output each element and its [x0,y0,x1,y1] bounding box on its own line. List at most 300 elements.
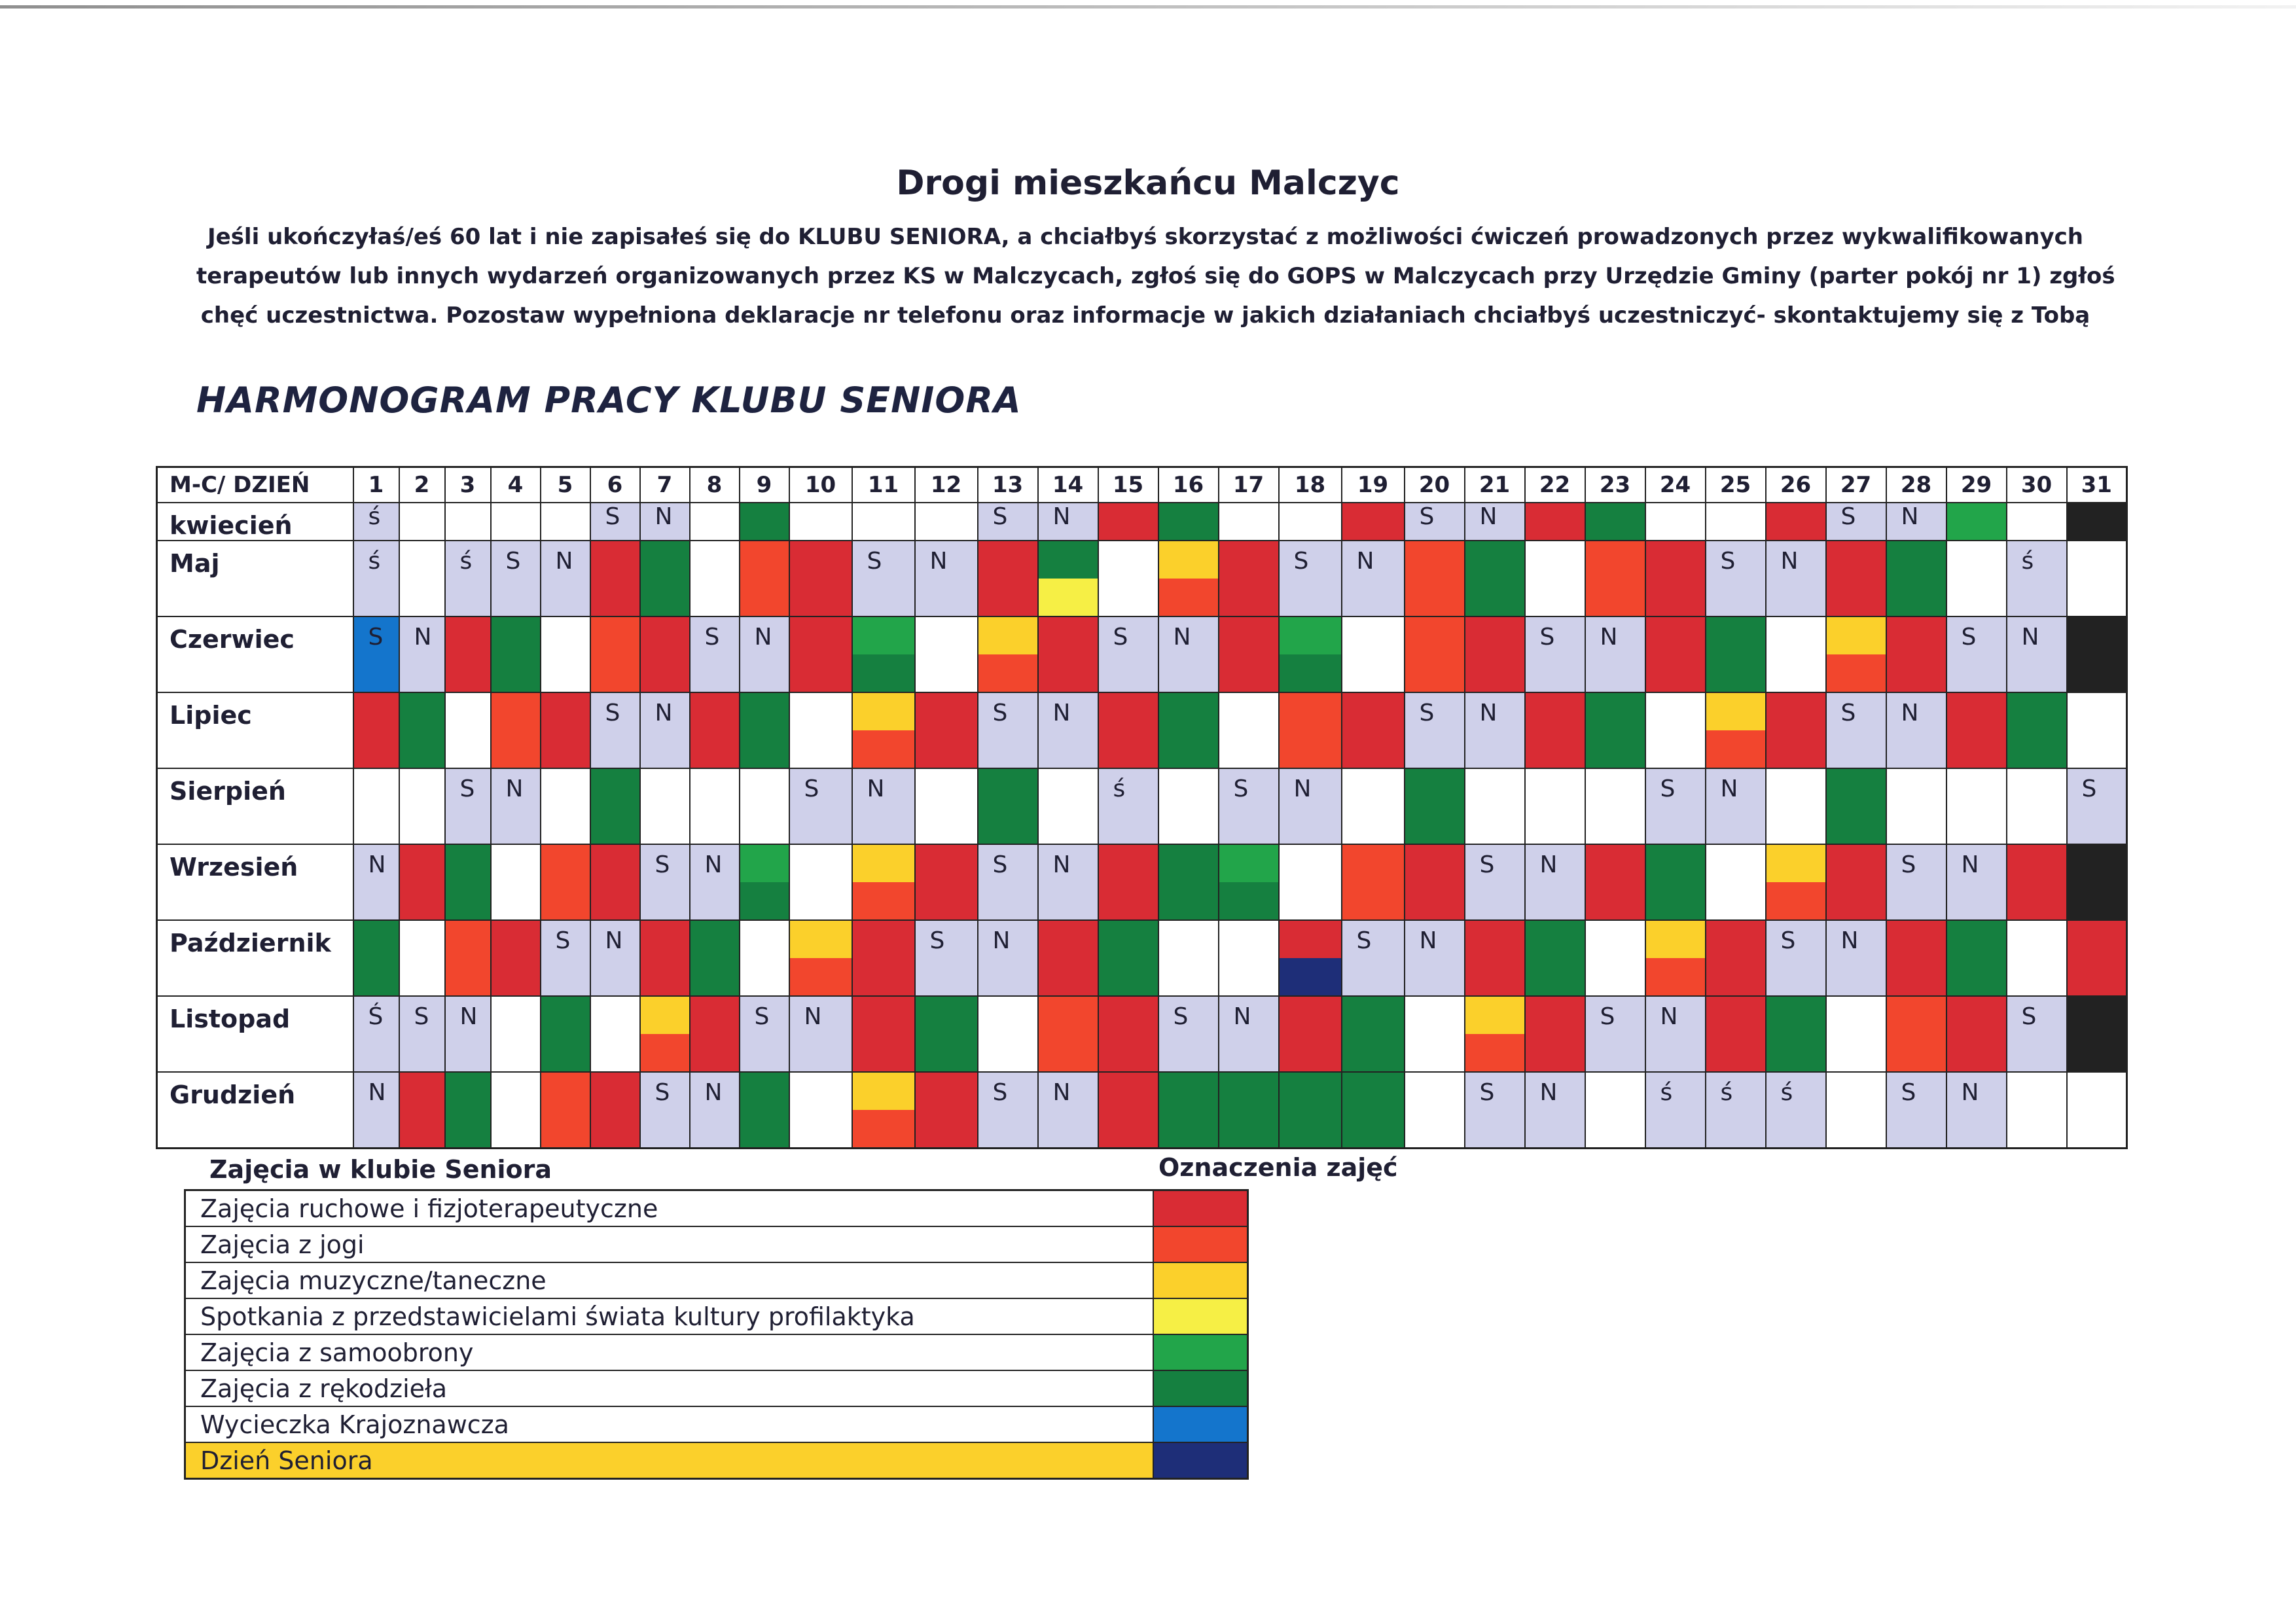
cell-mark [1646,845,1705,851]
day-cell [541,541,590,616]
day-cell [1158,920,1219,996]
day-cell [353,768,399,844]
cell-mark [916,997,977,1003]
cell-color [1827,769,1886,844]
month-label: Wrzesień [157,844,353,920]
day-cell [590,1072,640,1148]
cell-mark [1827,845,1886,851]
day-cell [1405,844,1465,920]
day-cell [1585,996,1645,1072]
cell-mark [541,693,590,700]
day-cell [1585,616,1645,692]
day-cell [1946,503,2007,541]
day-cell [445,503,491,541]
cell-color [354,693,399,768]
day-cell [1219,996,1279,1072]
day-cell [399,844,445,920]
cell-mark [1159,845,1218,851]
legend-swatch [1153,1262,1248,1298]
day-cell [1706,503,1766,541]
day-cell [1826,920,1886,996]
cell-mark: N [555,548,573,575]
cell-mark [541,997,590,1003]
day-cell [1645,503,1706,541]
cell-color [916,1073,977,1147]
cell-color [2068,503,2126,540]
day-cell [1342,616,1405,692]
cell-mark [740,541,789,548]
day-header: 21 [1465,467,1525,503]
day-cell [1766,692,1826,768]
legend-label: Zajęcia z samoobrony [185,1334,1154,1370]
cell-mark: S [1419,503,1435,530]
day-cell [1525,692,1585,768]
day-cell [852,503,915,541]
cell-mark: S [1356,927,1372,954]
cell-mark: N [1356,548,1374,575]
day-cell [1342,768,1405,844]
day-cell [399,692,445,768]
day-cell [789,541,852,616]
day-header: 2 [399,467,445,503]
cell-mark [978,769,1037,776]
cell-mark [1099,997,1158,1003]
day-cell [852,616,915,692]
cell-mark [1039,921,1098,927]
cell-color [1219,503,1278,540]
cell-mark [740,1073,789,1079]
cell-color [1039,921,1098,995]
day-cell [353,1072,399,1148]
day-cell [1405,996,1465,1072]
day-header: 28 [1886,467,1946,503]
corner-label: M-C/ DZIEŃ [157,467,353,503]
day-cell [740,920,789,996]
month-label: kwiecień [157,503,353,541]
cell-mark: S [368,624,384,651]
cell-mark: S [1113,624,1128,651]
cell-mark [1405,1073,1464,1079]
day-cell [740,844,789,920]
day-cell [1342,920,1405,996]
day-header: 3 [445,467,491,503]
day-cell [1946,692,2007,768]
day-cell [2067,616,2127,692]
cell-color [916,617,977,692]
day-cell [690,503,740,541]
day-cell [399,503,445,541]
cell-mark [1219,693,1278,700]
day-cell [1158,768,1219,844]
day-cell [1706,616,1766,692]
day-cell [978,844,1038,920]
day-cell [789,503,852,541]
cell-color [1219,845,1278,919]
day-cell [590,844,640,920]
cell-mark [1342,769,1404,776]
cell-mark [1526,693,1585,700]
day-cell [1946,1072,2007,1148]
day-cell [1405,616,1465,692]
day-cell [1038,1072,1098,1148]
cell-color [1342,617,1404,692]
day-cell [1645,920,1706,996]
cell-mark [2068,997,2126,1003]
cell-mark [853,693,914,700]
cell-color [492,693,540,768]
day-cell [1525,844,1585,920]
cell-color [790,1073,852,1147]
cell-mark [446,1073,490,1079]
day-cell [1585,844,1645,920]
legend-label: Dzień Seniora [185,1442,1154,1479]
legend-label: Spotkania z przedstawicielami świata kultury profilaktyka [185,1298,1154,1334]
cell-mark: N [804,1003,822,1030]
cell-color [790,617,852,692]
cell-color [853,617,914,692]
cell-mark: N [1961,851,1979,878]
legend-swatch [1153,1370,1248,1406]
legend-row [185,1226,1248,1262]
day-cell [491,844,541,920]
cell-mark: N [1479,503,1498,530]
cell-color [2007,921,2066,995]
day-cell [1342,692,1405,768]
day-cell [445,844,491,920]
cell-mark: N [1901,700,1919,726]
day-cell [978,692,1038,768]
cell-mark [1767,617,1825,624]
cell-color [1887,921,1946,995]
day-cell [740,692,789,768]
cell-color [853,845,914,919]
day-cell [353,920,399,996]
cell-mark: S [1479,1079,1495,1106]
day-cell [1219,503,1279,541]
cell-mark [1342,997,1404,1003]
cell-color [790,845,852,919]
cell-mark [1947,997,2006,1003]
cell-mark: ś [368,503,381,530]
cell-color [1465,617,1524,692]
cell-mark [1586,769,1645,776]
month-row [157,616,2127,692]
legend-table [184,1189,1249,1480]
cell-color [2068,693,2126,768]
cell-mark [1405,845,1464,851]
legend-row [185,1442,1248,1479]
day-cell [2067,996,2127,1072]
legend-row [185,1334,1248,1370]
cell-color [1887,769,1946,844]
cell-mark [1767,769,1825,776]
day-cell [590,541,640,616]
day-cell [590,616,640,692]
day-cell [1038,692,1098,768]
cell-mark [2007,769,2066,776]
day-cell [978,996,1038,1072]
day-cell [1525,503,1585,541]
day-cell [1525,541,1585,616]
cell-color [1159,845,1218,919]
cell-color [1280,503,1341,540]
day-cell [541,844,590,920]
cell-color [1767,997,1825,1071]
cell-color [541,617,590,692]
day-cell [1219,1072,1279,1148]
cell-color [1342,503,1404,540]
day-cell [1342,1072,1405,1148]
day-cell [1946,541,2007,616]
cell-mark: S [867,548,882,575]
cell-color [1159,921,1218,995]
cell-mark [1887,921,1946,927]
day-cell [2007,616,2067,692]
day-cell [1946,996,2007,1072]
cell-color [978,541,1037,616]
cell-color [2068,1073,2126,1147]
cell-mark [446,921,490,927]
day-cell [1038,996,1098,1072]
cell-mark [1219,845,1278,851]
cell-mark [1586,1073,1645,1079]
day-cell [915,541,978,616]
month-label: Grudzień [157,1072,353,1148]
day-cell [1766,920,1826,996]
cell-color [1405,769,1464,844]
day-cell [1766,541,1826,616]
day-cell [2007,541,2067,616]
cell-color [790,693,852,768]
cell-mark: N [368,851,386,878]
cell-mark [978,617,1037,624]
day-cell [1465,692,1525,768]
day-header: 17 [1219,467,1279,503]
cell-mark [1526,769,1585,776]
cell-mark [446,693,490,700]
day-cell [1465,503,1525,541]
day-header: 22 [1525,467,1585,503]
day-cell [1098,920,1158,996]
day-cell [1525,996,1585,1072]
cell-mark [541,617,590,624]
day-cell [852,844,915,920]
day-cell [640,503,690,541]
cell-mark [2068,541,2126,548]
cell-mark: S [459,776,475,802]
intro-line: terapeutów lub innych wydarzeń organizowanych przez KS w Malczycach, zgłoś się do GOPS w Malczycach przy Urzędzie Gminy (parter pokój nr 1) zgłoś [196,263,2115,289]
cell-color [916,845,977,919]
cell-mark [2068,921,2126,927]
cell-color [492,921,540,995]
cell-mark: N [368,1079,386,1106]
cell-mark: S [992,503,1008,530]
cell-mark: N [1052,1079,1071,1106]
day-cell [2067,844,2127,920]
cell-color [1646,921,1705,995]
day-cell [1826,996,1886,1072]
cell-mark: ś [1720,1079,1733,1106]
cell-color [1099,921,1158,995]
day-cell [690,920,740,996]
cell-color [1586,541,1645,616]
cell-mark [2068,693,2126,700]
cell-color [1039,769,1098,844]
cell-mark [1646,693,1705,700]
cell-color [1947,921,2006,995]
cell-color [1887,541,1946,616]
cell-mark [1219,617,1278,624]
cell-mark: ś [1113,776,1126,802]
cell-mark: N [1780,548,1799,575]
cell-mark [1706,921,1765,927]
cell-mark [1706,997,1765,1003]
intro-line: Jeśli ukończyłaś/eś 60 lat i nie zapisałeś się do KLUBU SENIORA, a chciałbyś skorzystać z możliwości ćwiczeń prowadzonych przez wykwalifikowanych [207,224,2084,250]
cell-mark [1280,1073,1341,1079]
cell-mark [354,769,399,776]
cell-mark [1099,845,1158,851]
cell-mark [1706,617,1765,624]
day-cell [1886,844,1946,920]
cell-color [446,617,490,692]
day-cell [1706,1072,1766,1148]
cell-color [1646,693,1705,768]
day-cell [399,541,445,616]
day-header: 23 [1585,467,1645,503]
cell-color [1342,769,1404,844]
cell-mark [1465,921,1524,927]
cell-mark [1586,921,1645,927]
cell-color [1827,617,1886,692]
cell-mark [1526,541,1585,548]
day-cell [399,616,445,692]
day-cell [353,616,399,692]
day-cell [1645,541,1706,616]
cell-mark: S [1419,700,1435,726]
cell-mark [853,845,914,851]
cell-color [1465,997,1524,1071]
cell-mark [591,1073,639,1079]
cell-color [691,997,739,1071]
cell-color [2068,997,2126,1071]
day-cell [1706,768,1766,844]
day-cell [740,503,789,541]
cell-mark [1099,693,1158,700]
legend-swatch [1153,1226,1248,1262]
day-cell [1279,503,1342,541]
cell-mark: N [1961,1079,1979,1106]
day-cell [491,616,541,692]
day-cell [978,1072,1038,1148]
day-cell [2007,844,2067,920]
day-cell [1826,1072,1886,1148]
day-cell [640,768,690,844]
day-header: 19 [1342,467,1405,503]
cell-color [1526,769,1585,844]
legend-label: Zajęcia ruchowe i fizjoterapeutyczne [185,1190,1154,1227]
cell-mark [1405,617,1464,624]
day-cell [353,996,399,1072]
cell-color [1039,617,1098,692]
day-cell [740,1072,789,1148]
day-cell [690,768,740,844]
day-cell [541,996,590,1072]
day-cell [1098,616,1158,692]
cell-mark: N [1052,503,1071,530]
day-cell [445,920,491,996]
day-cell [353,692,399,768]
cell-mark [591,617,639,624]
cell-color [1039,541,1098,616]
cell-mark [1465,541,1524,548]
day-cell [1946,920,2007,996]
cell-mark: N [704,851,723,878]
day-cell [445,541,491,616]
day-cell [740,616,789,692]
cell-color [2068,921,2126,995]
cell-mark [541,845,590,851]
cell-color [1342,693,1404,768]
cell-mark [1405,541,1464,548]
cell-mark: S [1233,776,1249,802]
cell-color [1159,769,1218,844]
cell-mark: N [867,776,885,802]
day-cell [445,996,491,1072]
cell-color [790,921,852,995]
cell-mark [591,997,639,1003]
day-cell [1342,844,1405,920]
day-cell [1645,996,1706,1072]
day-cell [789,844,852,920]
day-cell [1279,541,1342,616]
cell-mark: S [414,1003,429,1030]
day-cell [399,920,445,996]
cell-mark [492,1073,540,1079]
cell-color [1706,997,1765,1071]
day-cell [789,996,852,1072]
day-cell [640,541,690,616]
cell-mark [641,541,689,548]
day-cell [1465,616,1525,692]
cell-color [1405,617,1464,692]
cell-color [853,503,914,540]
cell-mark: S [804,776,819,802]
cell-color [1219,921,1278,995]
cell-color [740,503,789,540]
cell-mark [740,845,789,851]
day-cell [1766,1072,1826,1148]
cell-color [740,693,789,768]
legend-swatch [1153,1334,1248,1370]
cell-color [1219,693,1278,768]
cell-color [1099,845,1158,919]
day-cell [915,844,978,920]
cell-mark [1947,541,2006,548]
cell-color [1706,503,1765,540]
day-cell [541,920,590,996]
cell-color [2007,503,2066,540]
cell-mark [1099,1073,1158,1079]
cell-mark [853,921,914,927]
day-cell [541,616,590,692]
cell-color [1767,769,1825,844]
cell-mark [492,921,540,927]
cell-color [1465,769,1524,844]
day-cell [1465,996,1525,1072]
cell-mark: S [992,1079,1008,1106]
cell-mark [1039,541,1098,548]
month-row [157,692,2127,768]
